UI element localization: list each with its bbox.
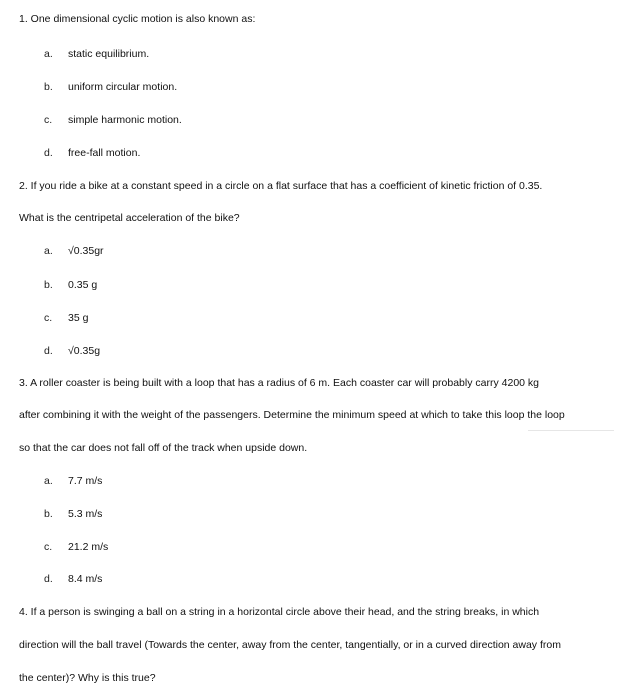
option-letter: a.	[44, 245, 53, 257]
option-text: √0.35g	[68, 345, 101, 357]
option-letter: a.	[44, 48, 53, 60]
option-text: √0.35gr	[68, 245, 104, 257]
question-3-line-2: after combining it with the weight of the passengers. Determine the minimum speed at which to take this loop the loop	[19, 409, 565, 421]
option-letter: c.	[44, 541, 53, 553]
question-4-line-2: direction will the ball travel (Towards the center, away from the center, tangentially, or in a curved direction away from	[19, 639, 561, 651]
question-1-text: 1. One dimensional cyclic motion is also known as:	[19, 13, 256, 25]
option-text: static equilibrium.	[68, 48, 150, 60]
question-3-line-3: so that the car does not fall off of the track when upside down.	[19, 442, 308, 454]
option-letter: b.	[44, 279, 53, 291]
option-text: simple harmonic motion.	[68, 114, 182, 126]
option-text: 8.4 m/s	[68, 573, 103, 585]
option-letter: b.	[44, 508, 53, 520]
option-letter: a.	[44, 475, 53, 487]
option-letter: d.	[44, 147, 53, 159]
option-text: 35 g	[68, 312, 89, 324]
option-text: 21.2 m/s	[68, 541, 109, 553]
option-letter: c.	[44, 312, 53, 324]
question-4-line-1: 4. If a person is swinging a ball on a string in a horizontal circle above their head, and the string breaks, in which	[19, 606, 540, 618]
option-letter: d.	[44, 345, 53, 357]
question-3-line-1: 3. A roller coaster is being built with a loop that has a radius of 6 m. Each coaster car will probably carry 4200 kg	[19, 377, 540, 389]
question-2-line-2: What is the centripetal acceleration of the bike?	[19, 212, 240, 224]
option-text: 7.7 m/s	[68, 475, 103, 487]
question-2-line-1: 2. If you ride a bike at a constant speed in a circle on a flat surface that has a coefficient of kinetic friction of 0.35.	[19, 180, 543, 192]
question-4-line-3: the center)? Why is this true?	[19, 672, 156, 684]
option-letter: b.	[44, 81, 53, 93]
option-letter: d.	[44, 573, 53, 585]
option-text: 5.3 m/s	[68, 508, 103, 520]
option-text: 0.35 g	[68, 279, 98, 291]
option-text: free-fall motion.	[68, 147, 141, 159]
option-text: uniform circular motion.	[68, 81, 178, 93]
option-letter: c.	[44, 114, 53, 126]
divider-line	[528, 430, 614, 431]
